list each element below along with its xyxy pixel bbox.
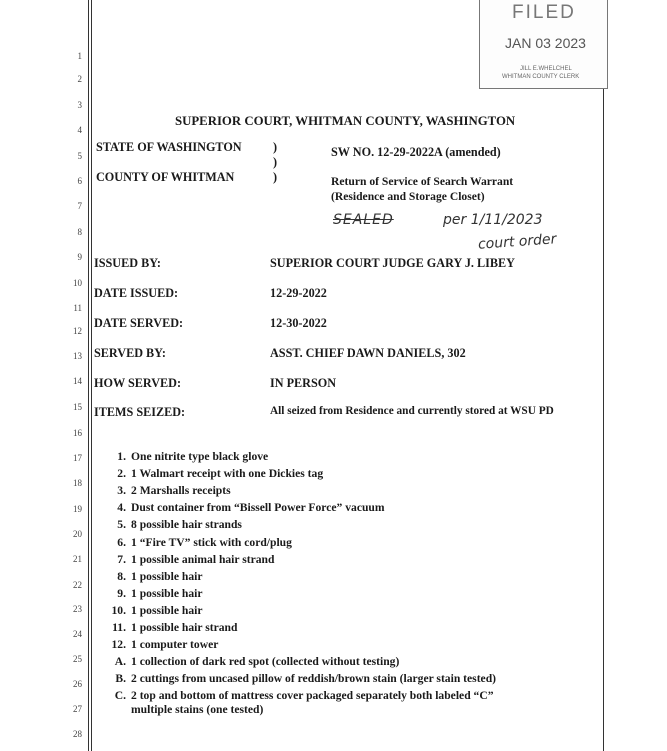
line-number: 23 — [73, 604, 82, 614]
field-label-issued-by: ISSUED BY: — [94, 256, 161, 270]
line-number: 21 — [73, 554, 82, 564]
list-item-marker: 12. — [111, 638, 126, 652]
list-item-marker: C. — [114, 689, 126, 703]
field-label-date-served: DATE SERVED: — [94, 316, 184, 330]
item-c-continuation: multiple stains (one tested) — [131, 703, 264, 716]
line-number: 11 — [73, 303, 82, 313]
list-item — [98, 587, 203, 600]
left-margin-rule — [88, 0, 89, 751]
filed-stamp-label: FILED — [512, 2, 576, 23]
line-number: 12 — [73, 326, 82, 336]
line-number: 24 — [73, 629, 82, 639]
list-item-marker: 6. — [117, 535, 126, 549]
list-item — [98, 536, 292, 549]
list-item — [98, 570, 203, 583]
list-item — [98, 553, 274, 566]
handwritten-struck-sealed: SEALED — [333, 212, 394, 228]
list-item-text: Dust container from “Bissell Power Force” vacuum — [131, 501, 385, 515]
field-label-served-by: SERVED BY: — [94, 346, 166, 360]
line-number: 3 — [77, 100, 82, 110]
line-number: 9 — [77, 252, 82, 262]
field-label-date-issued: DATE ISSUED: — [94, 286, 179, 300]
caption-state: STATE OF WASHINGTON — [96, 140, 242, 154]
line-number: 4 — [77, 125, 82, 135]
field-value-how-served: IN PERSON — [270, 376, 337, 390]
list-item-marker: 7. — [117, 552, 126, 566]
line-number: 7 — [77, 201, 82, 211]
line-number: 16 — [73, 428, 82, 438]
list-item-text: 1 possible hair — [131, 569, 203, 583]
handwritten-note-line2: court order — [477, 231, 557, 253]
list-item-text: 2 Marshalls receipts — [131, 484, 231, 498]
list-item-text: 1 possible animal hair strand — [131, 552, 275, 566]
list-item-marker: A. — [114, 655, 126, 669]
handwritten-note-line1: per 1/11/2023 — [443, 212, 543, 228]
list-item-text: 8 possible hair strands — [131, 518, 242, 532]
caption-paren: ) — [273, 140, 278, 154]
list-item — [98, 604, 203, 617]
list-item-marker: 4. — [117, 501, 126, 515]
document-title-line2: (Residence and Storage Closet) — [331, 190, 485, 203]
line-number: 2 — [77, 74, 82, 84]
list-item-marker: 11. — [112, 621, 126, 634]
line-number: 18 — [73, 478, 82, 488]
line-number: 14 — [73, 376, 82, 386]
line-number: 19 — [73, 504, 82, 514]
list-item — [98, 467, 323, 480]
list-item — [98, 638, 218, 651]
right-margin-rule — [603, 0, 604, 751]
caption-paren: ) — [273, 170, 278, 184]
list-item-text: 1 possible hair — [131, 586, 203, 600]
list-item-text: 2 top and bottom of mattress cover packaged separately both labeled “C” — [131, 689, 494, 703]
filed-stamp — [479, 0, 608, 89]
line-number: 26 — [73, 679, 82, 689]
field-label-items-seized: ITEMS SEIZED: — [94, 405, 186, 419]
filed-stamp-date: JAN 03 2023 — [505, 35, 586, 51]
list-item — [98, 450, 268, 463]
line-number: 28 — [73, 729, 82, 739]
list-item-marker: 10. — [111, 603, 126, 617]
field-value-date-issued: 12-29-2022 — [270, 286, 327, 300]
line-number: 27 — [73, 704, 82, 714]
list-item — [98, 484, 231, 497]
list-item-marker: 3. — [117, 484, 126, 498]
field-value-items-seized: All seized from Residence and currently stored at WSU PD — [270, 405, 554, 417]
line-number: 8 — [77, 227, 82, 237]
list-item-text: 1 “Fire TV” stick with cord/plug — [131, 535, 292, 549]
line-number: 1 — [77, 51, 82, 61]
line-number: 17 — [73, 453, 82, 463]
list-item-text: 1 computer tower — [131, 638, 219, 652]
list-item-marker: 2. — [117, 467, 126, 481]
caption-paren: ) — [273, 155, 278, 169]
list-item-text: 1 collection of dark red spot (collected without testing) — [131, 655, 400, 669]
case-number: SW NO. 12-29-2022A (amended) — [331, 145, 501, 159]
list-item-marker: 1. — [117, 450, 126, 463]
line-number: 13 — [73, 351, 82, 361]
list-item — [98, 501, 385, 514]
list-item-marker: 8. — [117, 569, 126, 583]
line-number: 5 — [77, 151, 82, 161]
list-item — [98, 621, 237, 634]
list-item-text: 1 possible hair — [131, 603, 203, 617]
filed-stamp-clerk-name: JILL E.WHELCHEL — [520, 66, 572, 72]
list-item-text: One nitrite type black glove — [131, 450, 269, 463]
field-value-served-by: ASST. CHIEF DAWN DANIELS, 302 — [270, 346, 466, 360]
list-item-marker: 9. — [117, 586, 126, 600]
caption-county: COUNTY OF WHITMAN — [96, 170, 235, 184]
line-number: 6 — [77, 176, 82, 186]
list-item-marker: B. — [115, 672, 126, 686]
line-number: 22 — [73, 580, 82, 590]
filed-stamp-clerk-title: WHITMAN COUNTY CLERK — [502, 74, 580, 80]
field-value-issued-by: SUPERIOR COURT JUDGE GARY J. LIBEY — [270, 256, 515, 270]
left-margin-rule-inner — [91, 0, 92, 751]
field-value-date-served: 12-30-2022 — [270, 316, 327, 330]
document-title-line1: Return of Service of Search Warrant — [331, 175, 514, 188]
line-number: 25 — [73, 654, 82, 664]
list-item — [98, 672, 496, 685]
list-item-text: 2 cuttings from uncased pillow of reddish/brown stain (larger stain tested) — [131, 672, 497, 686]
list-item — [98, 655, 399, 668]
court-title: SUPERIOR COURT, WHITMAN COUNTY, WASHINGTON — [175, 114, 516, 128]
line-number: 15 — [73, 402, 82, 412]
list-item-text: 1 possible hair strand — [131, 621, 238, 634]
list-item-text: 1 Walmart receipt with one Dickies tag — [131, 467, 324, 481]
list-item — [98, 689, 494, 702]
list-item — [98, 518, 242, 531]
line-number: 10 — [73, 278, 82, 288]
line-number: 20 — [73, 529, 82, 539]
list-item-marker: 5. — [117, 518, 126, 532]
field-label-how-served: HOW SERVED: — [94, 376, 182, 390]
